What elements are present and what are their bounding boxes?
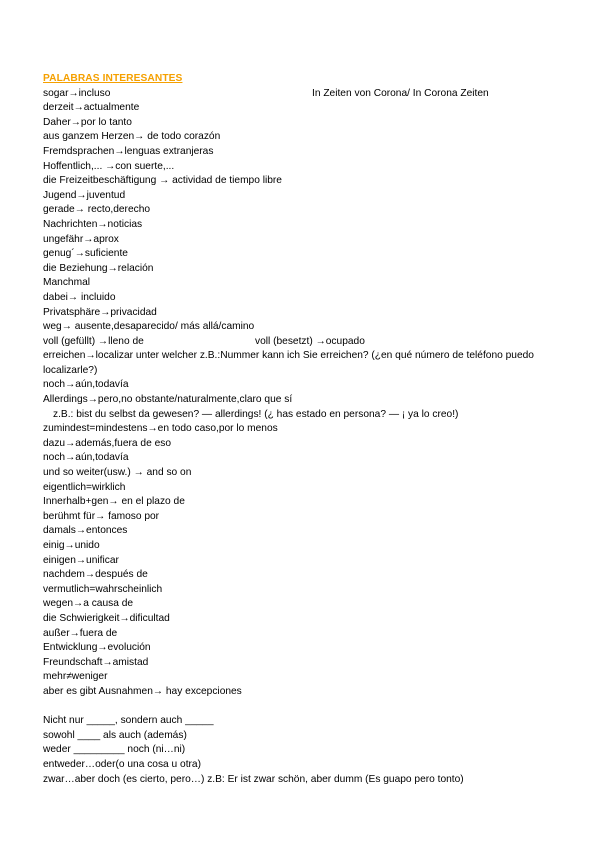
- vocab-line: Entwicklung→evolución: [43, 642, 151, 654]
- vocab-line: noch→aún,todavía: [43, 452, 129, 464]
- voll-filled-entry: voll (gefüllt) →lleno de: [43, 335, 144, 347]
- conjunction-line: zwar…aber doch (es cierto, pero…) z.B: Er ist zwar schön, aber dumm (Es guapo pero tonto): [43, 773, 464, 785]
- vocab-line: Fremdsprachen→lenguas extranjeras: [43, 145, 214, 157]
- vocab-line: die Beziehung→relación: [43, 262, 154, 274]
- vocab-line: Innerhalb+gen→ en el plazo de: [43, 496, 185, 508]
- vocab-line-erreichen: erreichen→localizar unter welcher z.B.:Nummer kann ich Sie erreichen? (¿en qué número de teléfono puedo localizarle?): [43, 350, 534, 376]
- vocab-line: weg→ ausente,desaparecido/ más allá/camino: [43, 321, 255, 333]
- vocab-line: wegen→a causa de: [43, 598, 134, 610]
- voll-occupied-entry: voll (besetzt) →ocupado: [255, 335, 365, 347]
- vocab-list-b: [43, 101, 563, 335]
- vocab-line: dazu→además,fuera de eso: [43, 437, 171, 449]
- vocab-line: die Freizeitbeschäftigung → actividad de tiempo libre: [43, 175, 282, 187]
- vocab-line: und so weiter(usw.) → and so on: [43, 467, 192, 479]
- vocab-list-c: [43, 378, 563, 407]
- vocab-line: Daher→por lo tanto: [43, 116, 132, 128]
- vocab-line: genug´→suficiente: [43, 248, 128, 260]
- conjunction-line: Nicht nur _____, sondern auch _____: [43, 715, 214, 727]
- vocab-line: damals→entonces: [43, 525, 128, 537]
- vocab-line: Freundschaft→amistad: [43, 656, 149, 668]
- vocab-line: noch→aún,todavía: [43, 379, 129, 391]
- vocab-line: aber es gibt Ausnahmen→ hay excepciones: [43, 685, 242, 697]
- vocab-line: Privatsphäre→privacidad: [43, 306, 157, 318]
- vocab-line: einigen→unificar: [43, 554, 119, 566]
- vocab-line: vermutlich=wahrscheinlich: [43, 583, 163, 595]
- vocab-entry: sogar→incluso: [43, 87, 111, 99]
- vocab-line-voll: [43, 335, 563, 350]
- vocab-line: aus ganzem Herzen→ de todo corazón: [43, 131, 221, 143]
- vocab-line: einig→unido: [43, 540, 100, 551]
- conjunction-line: sowohl ____ als auch (además): [43, 729, 187, 741]
- vocab-line: Manchmal: [43, 277, 90, 289]
- vocab-line: berühmt für→ famoso por: [43, 510, 160, 522]
- blank-line: [43, 700, 563, 715]
- vocab-line: ungefähr→aprox: [43, 233, 119, 245]
- heading-line: [43, 72, 563, 87]
- vocab-line: derzeit→actualmente: [43, 102, 140, 114]
- vocab-line: Nachrichten→noticias: [43, 218, 143, 230]
- vocab-line: Hoffentlich,... →con suerte,...: [43, 160, 175, 172]
- page-heading: PALABRAS INTERESANTES: [43, 73, 183, 84]
- vocab-line: gerade→ recto,derecho: [43, 204, 151, 216]
- vocab-line: die Schwierigkeit→dificultad: [43, 612, 170, 624]
- conjunction-line: weder _________ noch (ni…ni): [43, 744, 186, 756]
- vocab-line: zumindest=mindestens→en todo caso,por lo menos: [43, 423, 278, 435]
- vocab-line: nachdem→después de: [43, 569, 148, 581]
- conjunction-list: [43, 714, 563, 787]
- vocab-list-d: [43, 422, 563, 699]
- vocab-line: außer→fuera de: [43, 627, 118, 639]
- conjunction-line: entweder…oder(o una cosa u otra): [43, 758, 201, 770]
- vocab-line: mehr≠weniger: [43, 671, 108, 683]
- vocab-line-sogar: [43, 87, 563, 102]
- vocab-line: eigentlich=wirklich: [43, 481, 126, 493]
- vocab-line: dabei→ incluido: [43, 291, 116, 303]
- allerdings-example: z.B.: bist du selbst da gewesen? — allerdings! (¿ has estado en persona? — ¡ ya lo creo!): [53, 408, 459, 420]
- vocab-line: Allerdings→pero,no obstante/naturalmente,claro que sí: [43, 394, 293, 406]
- vocabulary-page: [43, 72, 563, 787]
- corona-note: In Zeiten von Corona/ In Corona Zeiten: [312, 87, 489, 99]
- vocab-line: Jugend→juventud: [43, 189, 126, 201]
